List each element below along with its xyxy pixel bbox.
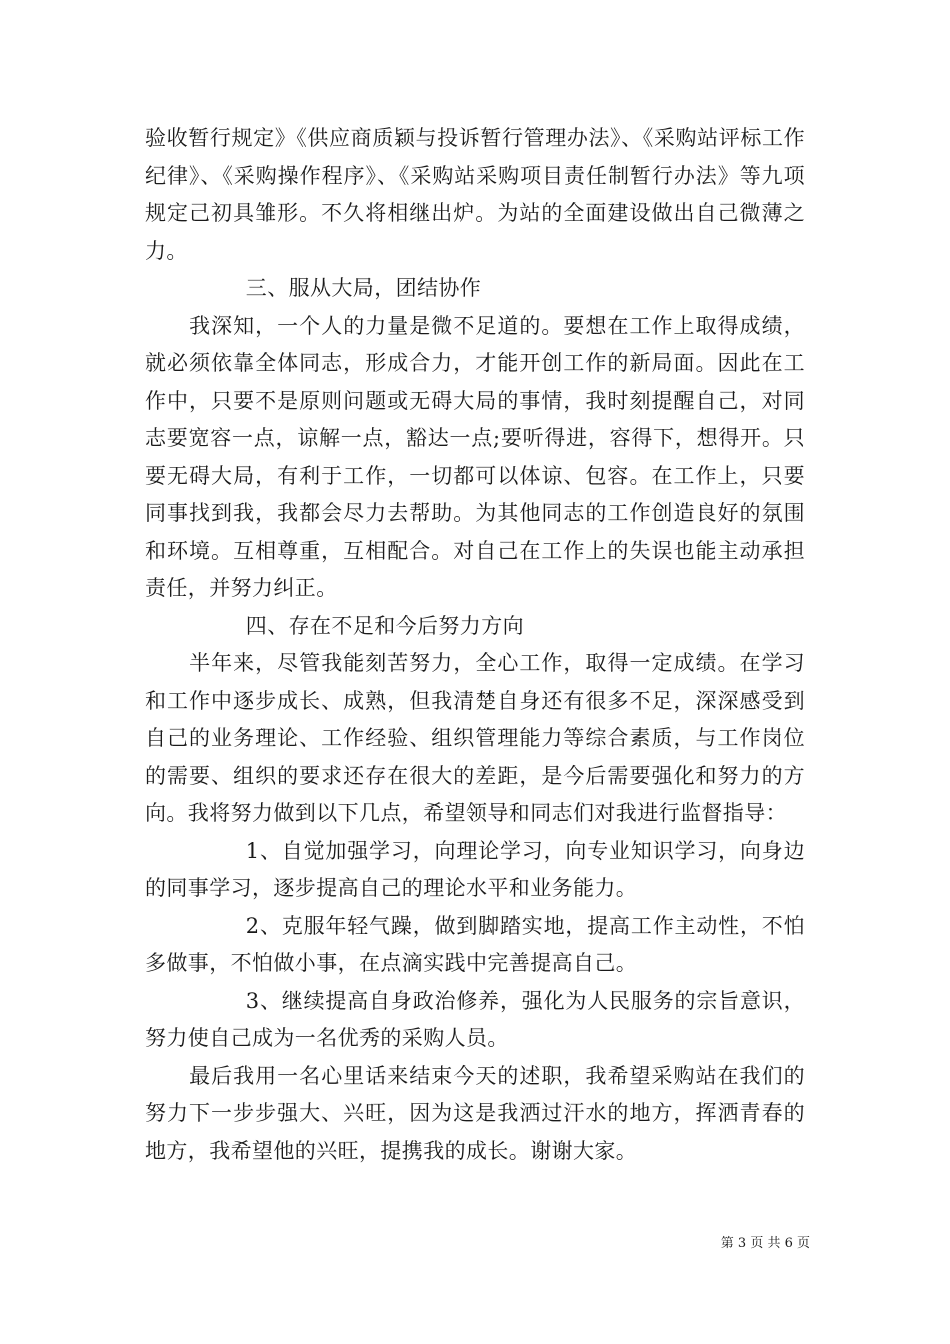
paragraph-regulations: 验收暂行规定》《供应商质颖与投诉暂行管理办法》、《采购站评标工作纪律》、《采购操作程序》、《采购站采购项目责任制暂行办法》等九项规定己初具雏形。不久将相继出炉。为站的全面建设做出自己微薄之力。 [145, 126, 805, 263]
section-heading-4: 四、存在不足和今后努力方向 [245, 613, 524, 638]
paragraph-teamwork: 我深知，一个人的力量是微不足道的。要想在工作上取得成绩，就必须依靠全体同志，形成合力，才能开创工作的新局面。因此在工作中，只要不是原则问题或无碍大局的事情，我时刻提醒自己，对同志要宽容一点，谅解一点，豁达一点;要听得进，容得下，想得开。只要无碍大局，有利于工作，一切都可以体谅、包容。在工作上，只要同事找到我，我都会尽力去帮助。为其他同志的工作创造良好的氛围和环境。互相尊重，互相配合。对自己在工作上的失误也能主动承担责任，并努力纠正。 [145, 313, 805, 600]
section-heading-3: 三、服从大局，团结协作 [245, 276, 482, 300]
page-number: 第 3 页 共 6 页 [720, 1236, 810, 1251]
paragraph-shortcomings: 半年来，尽管我能刻苦努力，全心工作，取得一定成绩。在学习和工作中逐步成长、成熟，但我清楚自身还有很多不足，深深感受到自己的业务理论、工作经验、组织管理能力等综合素质，与工作岗位的需要、组织的要求还存在很大的差距，是今后需要强化和努力的方向。我将努力做到以下几点，希望领导和同志们对我进行监督指导： [145, 651, 805, 825]
list-item-2: 2、克服年轻气躁，做到脚踏实地，提高工作主动性，不怕多做事，不怕做小事，在点滴实践中完善提高自己。 [145, 913, 805, 975]
list-item-1: 1、自觉加强学习，向理论学习，向专业知识学习，向身边的同事学习，逐步提高自己的理论水平和业务能力。 [145, 838, 805, 900]
document-body [145, 120, 805, 1170]
list-item-3: 3、继续提高自身政治修养，强化为人民服务的宗旨意识，努力使自己成为一名优秀的采购人员。 [145, 988, 805, 1050]
paragraph-closing: 最后我用一名心里话来结束今天的述职，我希望采购站在我们的努力下一步步强大、兴旺，因为这是我洒过汗水的地方，挥洒青春的地方，我希望他的兴旺，提携我的成长。谢谢大家。 [145, 1063, 805, 1163]
